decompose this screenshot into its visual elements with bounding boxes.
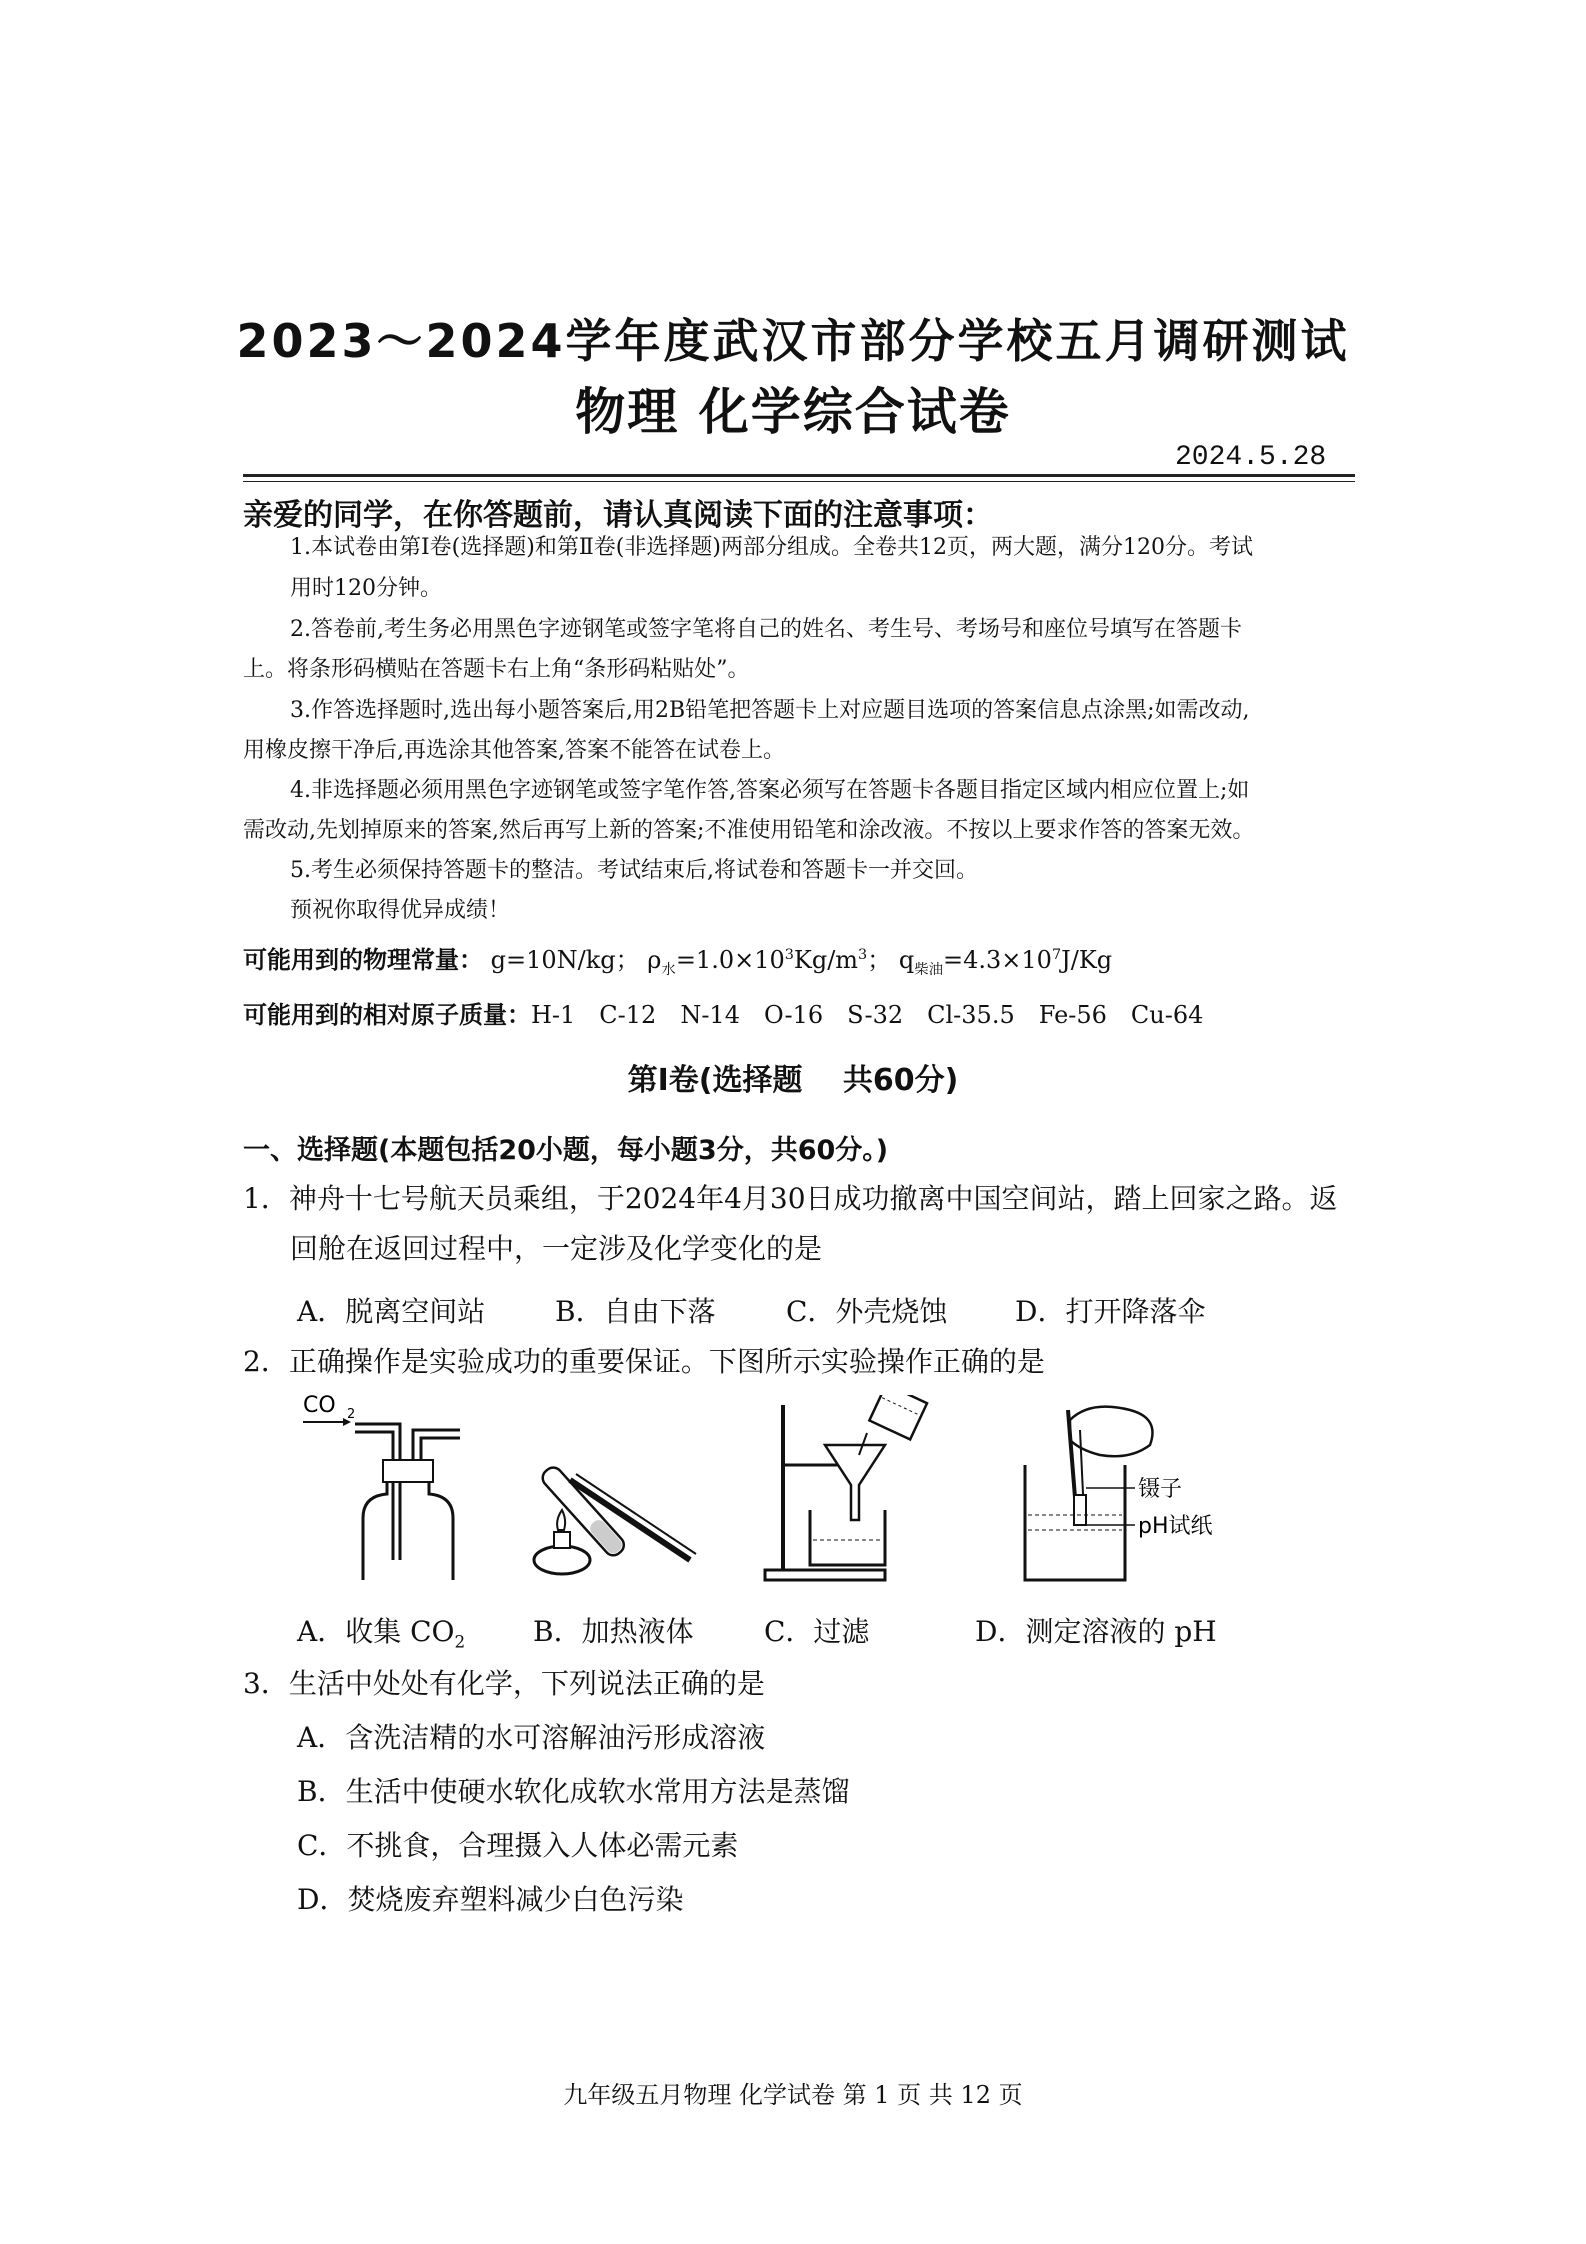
- header-rule-thick: [243, 474, 1355, 477]
- const-rho: $\rho_水=1.0\times 10^3Kg/m^3$；: [647, 946, 892, 978]
- chem-constants: [243, 995, 1203, 1030]
- q1-option-d: D．打开降落伞: [1015, 1295, 1206, 1328]
- q1-line1: 1．神舟十七号航天员乘组，于2024年4月30日成功撤离中国空间站，踏上回家之路。返: [243, 1182, 1338, 1215]
- q1-option-a: A．脱离空间站: [297, 1295, 486, 1328]
- fig-ph-test: [1010, 1400, 1260, 1585]
- const-g: g=10N/kg；: [490, 946, 640, 974]
- header-rule-thin: [243, 481, 1355, 482]
- q3-option-b: B．生活中使硬水软化成软水常用方法是蒸馏: [297, 1775, 850, 1808]
- fig-filtration: [755, 1395, 935, 1585]
- page-footer: 九年级五月物理 化学试卷 第 1 页 共 12 页: [563, 2081, 1023, 2109]
- physics-constants: [243, 940, 1112, 979]
- notice-wish: 预祝你取得优异成绩！: [290, 898, 511, 923]
- q1-option-b: B．自由下落: [555, 1295, 716, 1328]
- exam-title-line2: 物理 化学综合试卷: [575, 383, 1011, 441]
- q3-option-d: D．焚烧废弃塑料减少白色污染: [297, 1883, 684, 1916]
- notice-item-2b: 上。将条形码横贴在答题卡右上角“条形码粘贴处”。: [243, 657, 750, 682]
- q2-option-b: B．加热液体: [533, 1615, 694, 1648]
- notice-item-4b: 需改动,先划掉原来的答案,然后再写上新的答案;不准使用铅笔和涂改液。不按以上要求作答的答案无效。: [243, 818, 1255, 843]
- notice-item-5: 5.考生必须保持答题卡的整洁。考试结束后,将试卷和答题卡一并交回。: [290, 858, 978, 883]
- chem-constants-label: 可能用到的相对原子质量：: [243, 1001, 531, 1029]
- section-title: 第Ⅰ卷(选择题 共60分): [627, 1063, 959, 1098]
- q3-option-c: C．不挑食，合理摄入人体必需元素: [297, 1829, 739, 1862]
- notice-heading: 亲爱的同学，在你答题前，请认真阅读下面的注意事项：: [243, 498, 993, 533]
- svg-text:镊子: 镊子: [1138, 1477, 1183, 1502]
- q1-line2: 回舱在返回过程中，一定涉及化学变化的是: [290, 1232, 823, 1265]
- svg-text:CO: CO: [303, 1393, 336, 1418]
- exam-date: 2024.5.28: [1175, 442, 1327, 473]
- q1-option-c: C．外壳烧蚀: [786, 1295, 948, 1328]
- notice-item-1a: 1.本试卷由第Ⅰ卷(选择题)和第Ⅱ卷(非选择题)两部分组成。全卷共12页，两大题，满分120分。考试: [290, 535, 1253, 560]
- const-q: $q_{柴油}=4.3\times 10^7J/Kg$: [898, 946, 1113, 978]
- q2-option-a: A．收集 $CO_2$: [297, 1615, 466, 1652]
- notice-item-3b: 用橡皮擦干净后,再选涂其他答案,答案不能答在试卷上。: [243, 738, 785, 763]
- chem-atomic-masses: H-1 C-12 N-14 O-16 S-32 Cl-35.5 Fe-56 Cu-64: [531, 1001, 1204, 1029]
- q2-option-c: C．过滤: [764, 1615, 870, 1648]
- notice-item-2a: 2.答卷前,考生务必用黑色字迹钢笔或签字笔将自己的姓名、考生号、考场号和座位号填写在答题卡: [290, 617, 1242, 642]
- fig-heat-liquid: [520, 1420, 710, 1585]
- physics-constants-label: 可能用到的物理常量：: [243, 946, 483, 974]
- notice-item-3a: 3.作答选择题时,选出每小题答案后,用2B铅笔把答题卡上对应题目选项的答案信息点涂黑;如需改动,: [290, 698, 1250, 723]
- notice-item-4a: 4.非选择题必须用黑色字迹钢笔或签字笔作答,答案必须写在答题卡各题目指定区域内相应位置上;如: [290, 778, 1250, 803]
- q3-option-a: A．含洗洁精的水可溶解油污形成溶液: [297, 1721, 766, 1754]
- svg-text:2: 2: [347, 1407, 356, 1422]
- part-heading: 一、选择题(本题包括20小题，每小题3分，共60分。): [243, 1135, 889, 1166]
- q2-option-d: D．测定溶液的 pH: [975, 1615, 1217, 1648]
- exam-title-line1: 2023～2024学年度武汉市部分学校五月调研测试: [236, 314, 1350, 368]
- notice-item-1b: 用时120分钟。: [290, 576, 442, 601]
- fig-collect-co2: [295, 1390, 465, 1580]
- q3-stem: 3．生活中处处有化学，下列说法正确的是: [243, 1667, 765, 1700]
- svg-text:pH试纸: pH试纸: [1138, 1514, 1213, 1539]
- q2-stem: 2．正确操作是实验成功的重要保证。下图所示实验操作正确的是: [243, 1345, 1045, 1378]
